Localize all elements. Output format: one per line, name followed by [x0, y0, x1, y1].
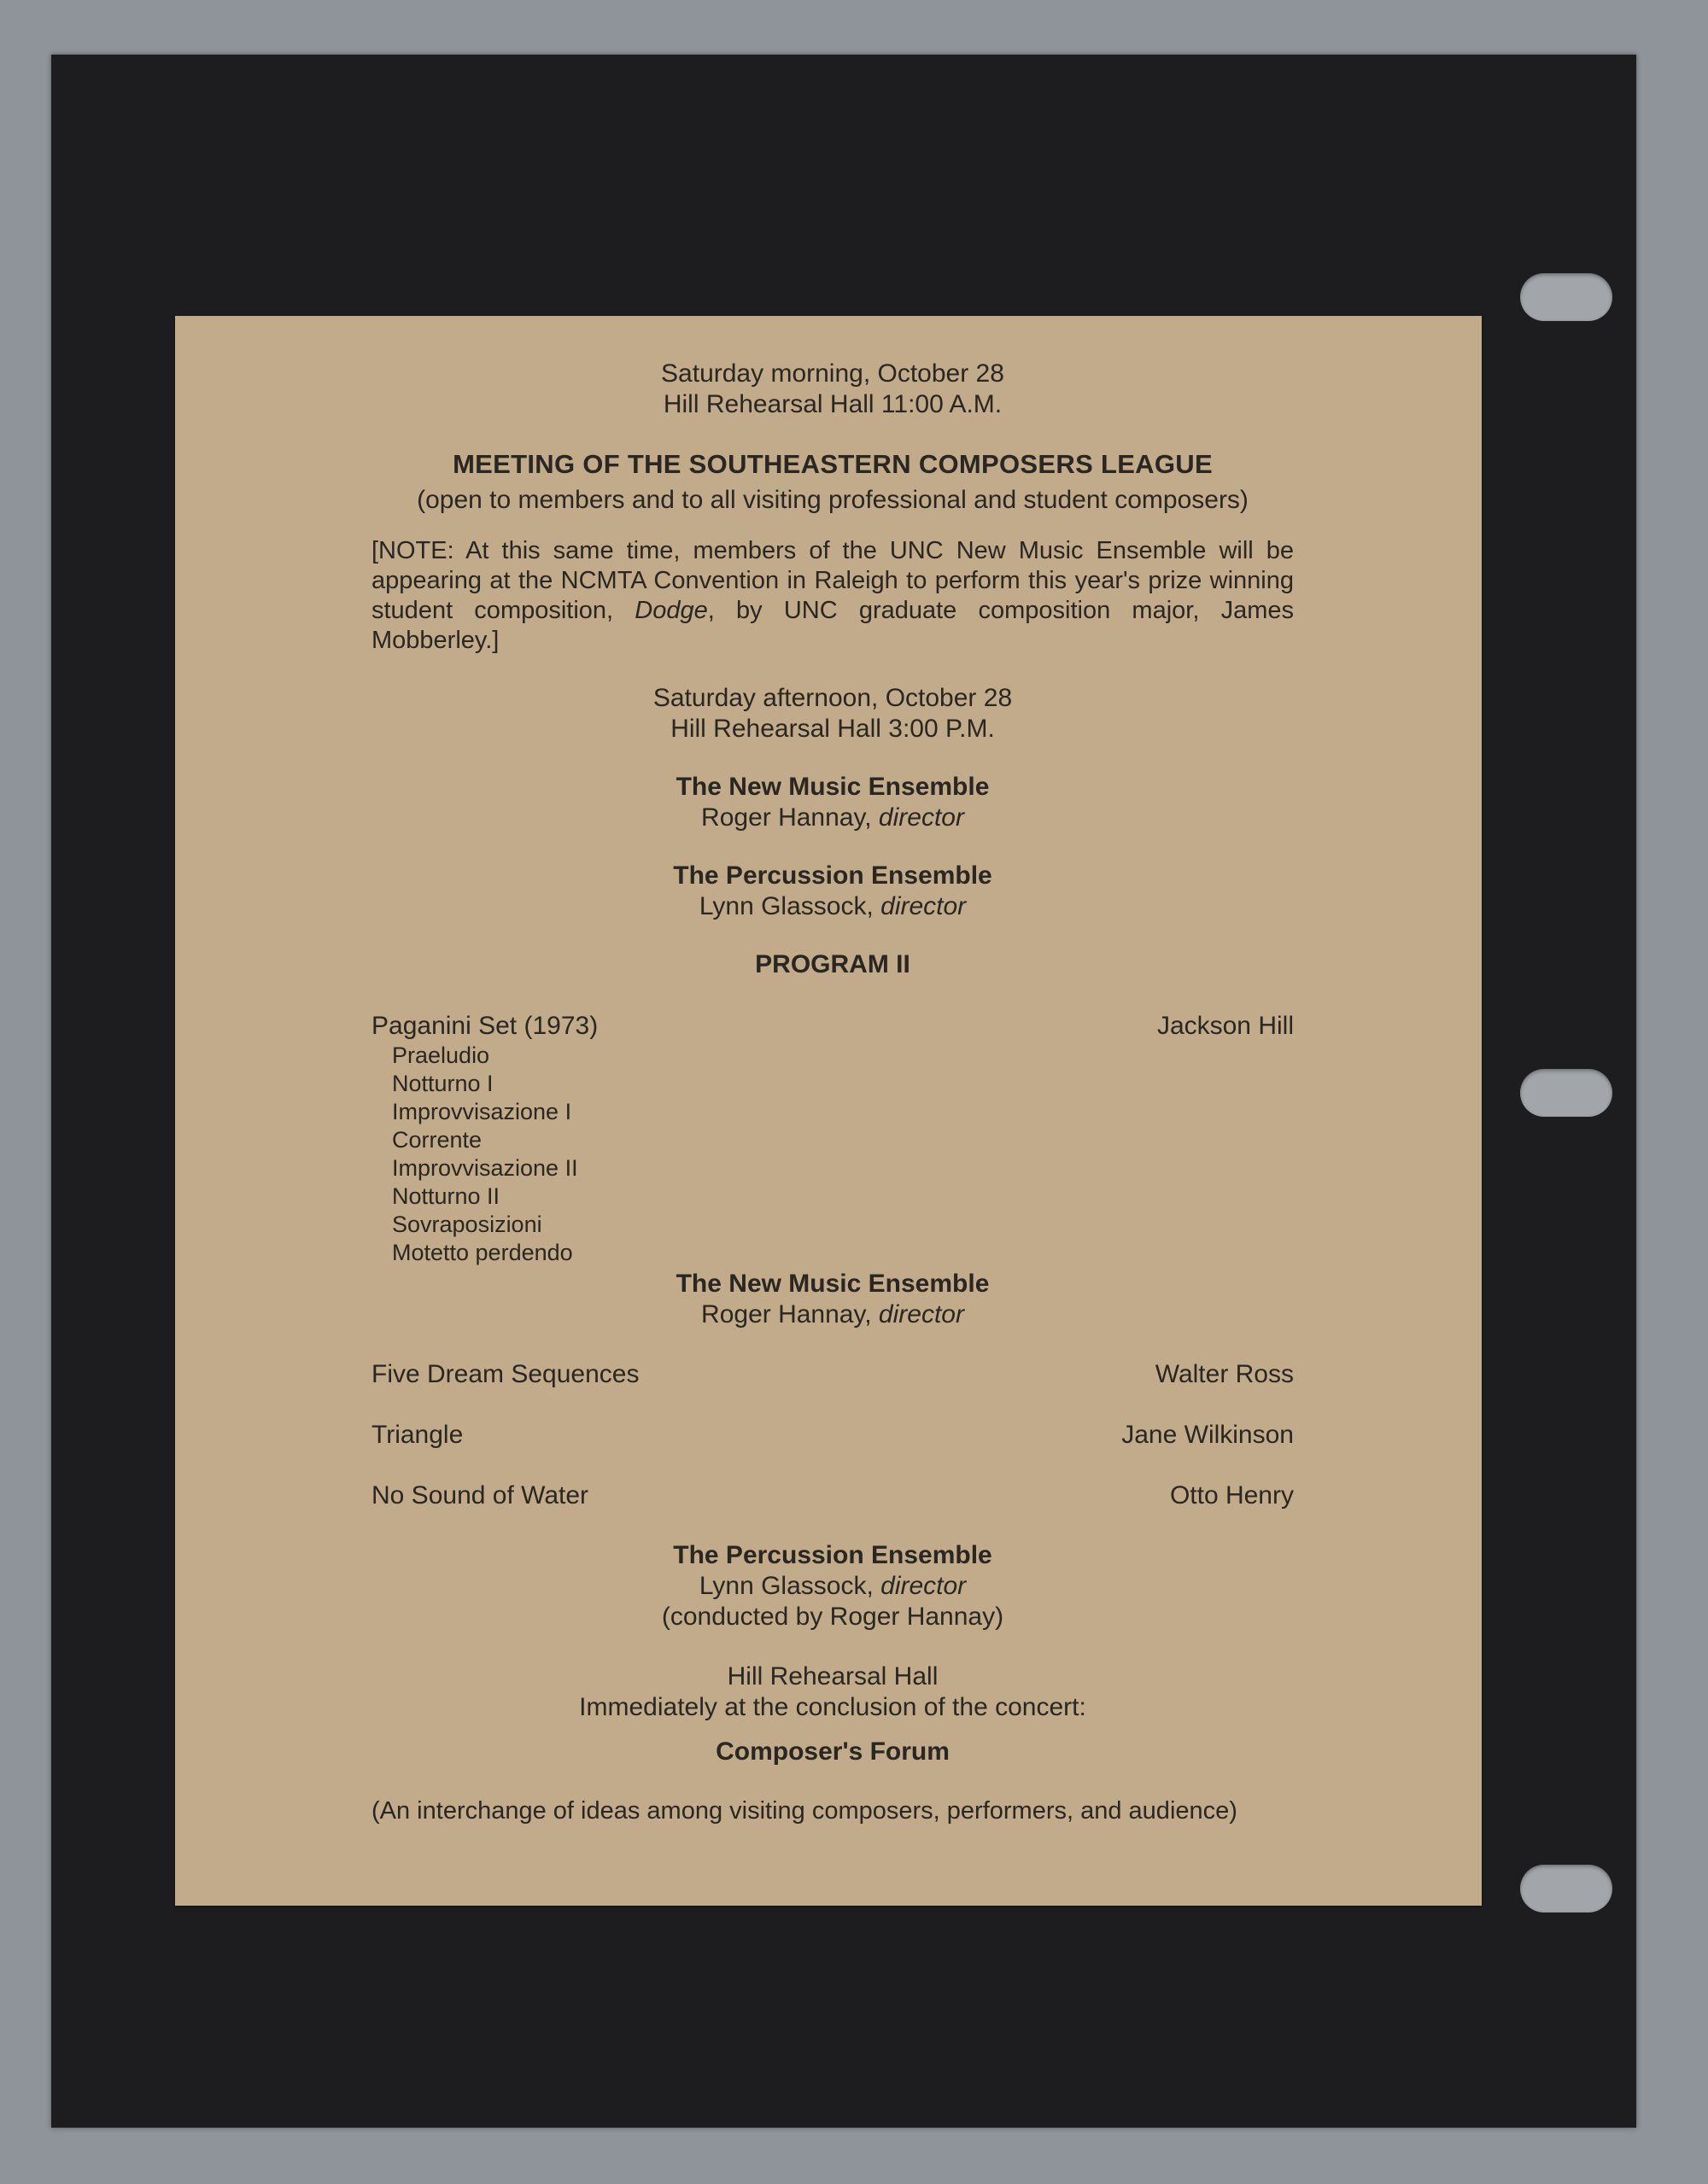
forum-description: (An interchange of ideas among visiting composers, performers, and audience): [371, 1797, 1237, 1825]
ensemble-director: Lynn Glassock, director: [699, 892, 967, 920]
note-text-before: [NOTE: At this same time, members of the UNC New Music Ensemble will be appearing at the NCMTA Convention in Raleigh to perform this year's prize winning student composition,: [371, 537, 1294, 624]
movement-item: Motetto perdendo: [392, 1240, 573, 1265]
work-title: Triangle: [371, 1421, 464, 1449]
forum-timing: Immediately at the conclusion of the concert:: [579, 1693, 1086, 1721]
work-no-sound-of-water: [371, 1480, 1294, 1511]
work-composer: Otto Henry: [1169, 1481, 1294, 1510]
afternoon-session-header: [371, 683, 1294, 745]
movement-item: Notturno I: [392, 1071, 494, 1096]
ensemble-name: The Percussion Ensemble: [673, 861, 992, 890]
morning-location-time: Hill Rehearsal Hall 11:00 A.M.: [663, 390, 1003, 418]
ensemble-name: The New Music Ensemble: [676, 773, 990, 801]
work-composer: Jackson Hill: [1156, 1012, 1294, 1040]
note-paragraph: [371, 536, 1294, 656]
work-composer: Jane Wilkinson: [1121, 1421, 1294, 1449]
movement-list: [371, 1042, 1294, 1267]
work-title: Five Dream Sequences: [371, 1360, 640, 1388]
new-music-ensemble-credit: [371, 772, 1294, 833]
forum-title: Composer's Forum: [716, 1737, 950, 1766]
work-triangle: [371, 1420, 1294, 1451]
note-work-title: Dodge: [635, 597, 708, 624]
movement-item: Notturno II: [392, 1183, 500, 1209]
binder-hole-top: [1520, 273, 1612, 321]
new-music-ensemble-performer: [371, 1269, 1294, 1330]
binder-hole-middle: [1520, 1069, 1612, 1117]
meeting-subtitle: (open to members and to all visiting professional and student composers): [417, 486, 1249, 514]
percussion-ensemble-credit: [371, 861, 1294, 922]
note-text-after: , by UNC graduate composition major, James Mobberley.]: [371, 597, 1294, 654]
percussion-ensemble-performer: [371, 1540, 1294, 1632]
binder-hole-bottom: [1520, 1865, 1612, 1912]
movement-item: Corrente: [392, 1127, 483, 1153]
work-title: Paganini Set (1973): [371, 1012, 599, 1040]
movement-item: Improvvisazione II: [392, 1155, 578, 1181]
meeting-title: MEETING OF THE SOUTHEASTERN COMPOSERS LEAGUE: [453, 449, 1213, 479]
ensemble-director: Lynn Glassock, director: [699, 1572, 967, 1600]
work-five-dream-sequences: [371, 1359, 1294, 1390]
work-paganini-set: [371, 1011, 1294, 1042]
work-composer: Walter Ross: [1155, 1360, 1294, 1388]
movement-item: Sovraposizioni: [392, 1212, 542, 1237]
program-content: [371, 359, 1294, 1826]
program-page: [175, 316, 1482, 1906]
program-title: PROGRAM II: [755, 950, 910, 978]
ensemble-director: Roger Hannay, director: [701, 1300, 964, 1329]
conductor-note: (conducted by Roger Hannay): [661, 1603, 1004, 1631]
morning-session-header: [371, 359, 1294, 420]
ensemble-name: The Percussion Ensemble: [673, 1541, 992, 1569]
work-title: No Sound of Water: [371, 1481, 589, 1510]
ensemble-name: The New Music Ensemble: [676, 1270, 990, 1298]
movement-item: Praeludio: [392, 1042, 490, 1068]
afternoon-date: Saturday afternoon, October 28: [652, 684, 1013, 712]
afternoon-location-time: Hill Rehearsal Hall 3:00 P.M.: [670, 715, 995, 743]
forum-location: Hill Rehearsal Hall: [727, 1662, 939, 1691]
movement-item: Improvvisazione I: [392, 1099, 572, 1124]
forum-header: [371, 1661, 1294, 1767]
ensemble-director: Roger Hannay, director: [701, 803, 964, 832]
morning-date: Saturday morning, October 28: [661, 359, 1004, 388]
